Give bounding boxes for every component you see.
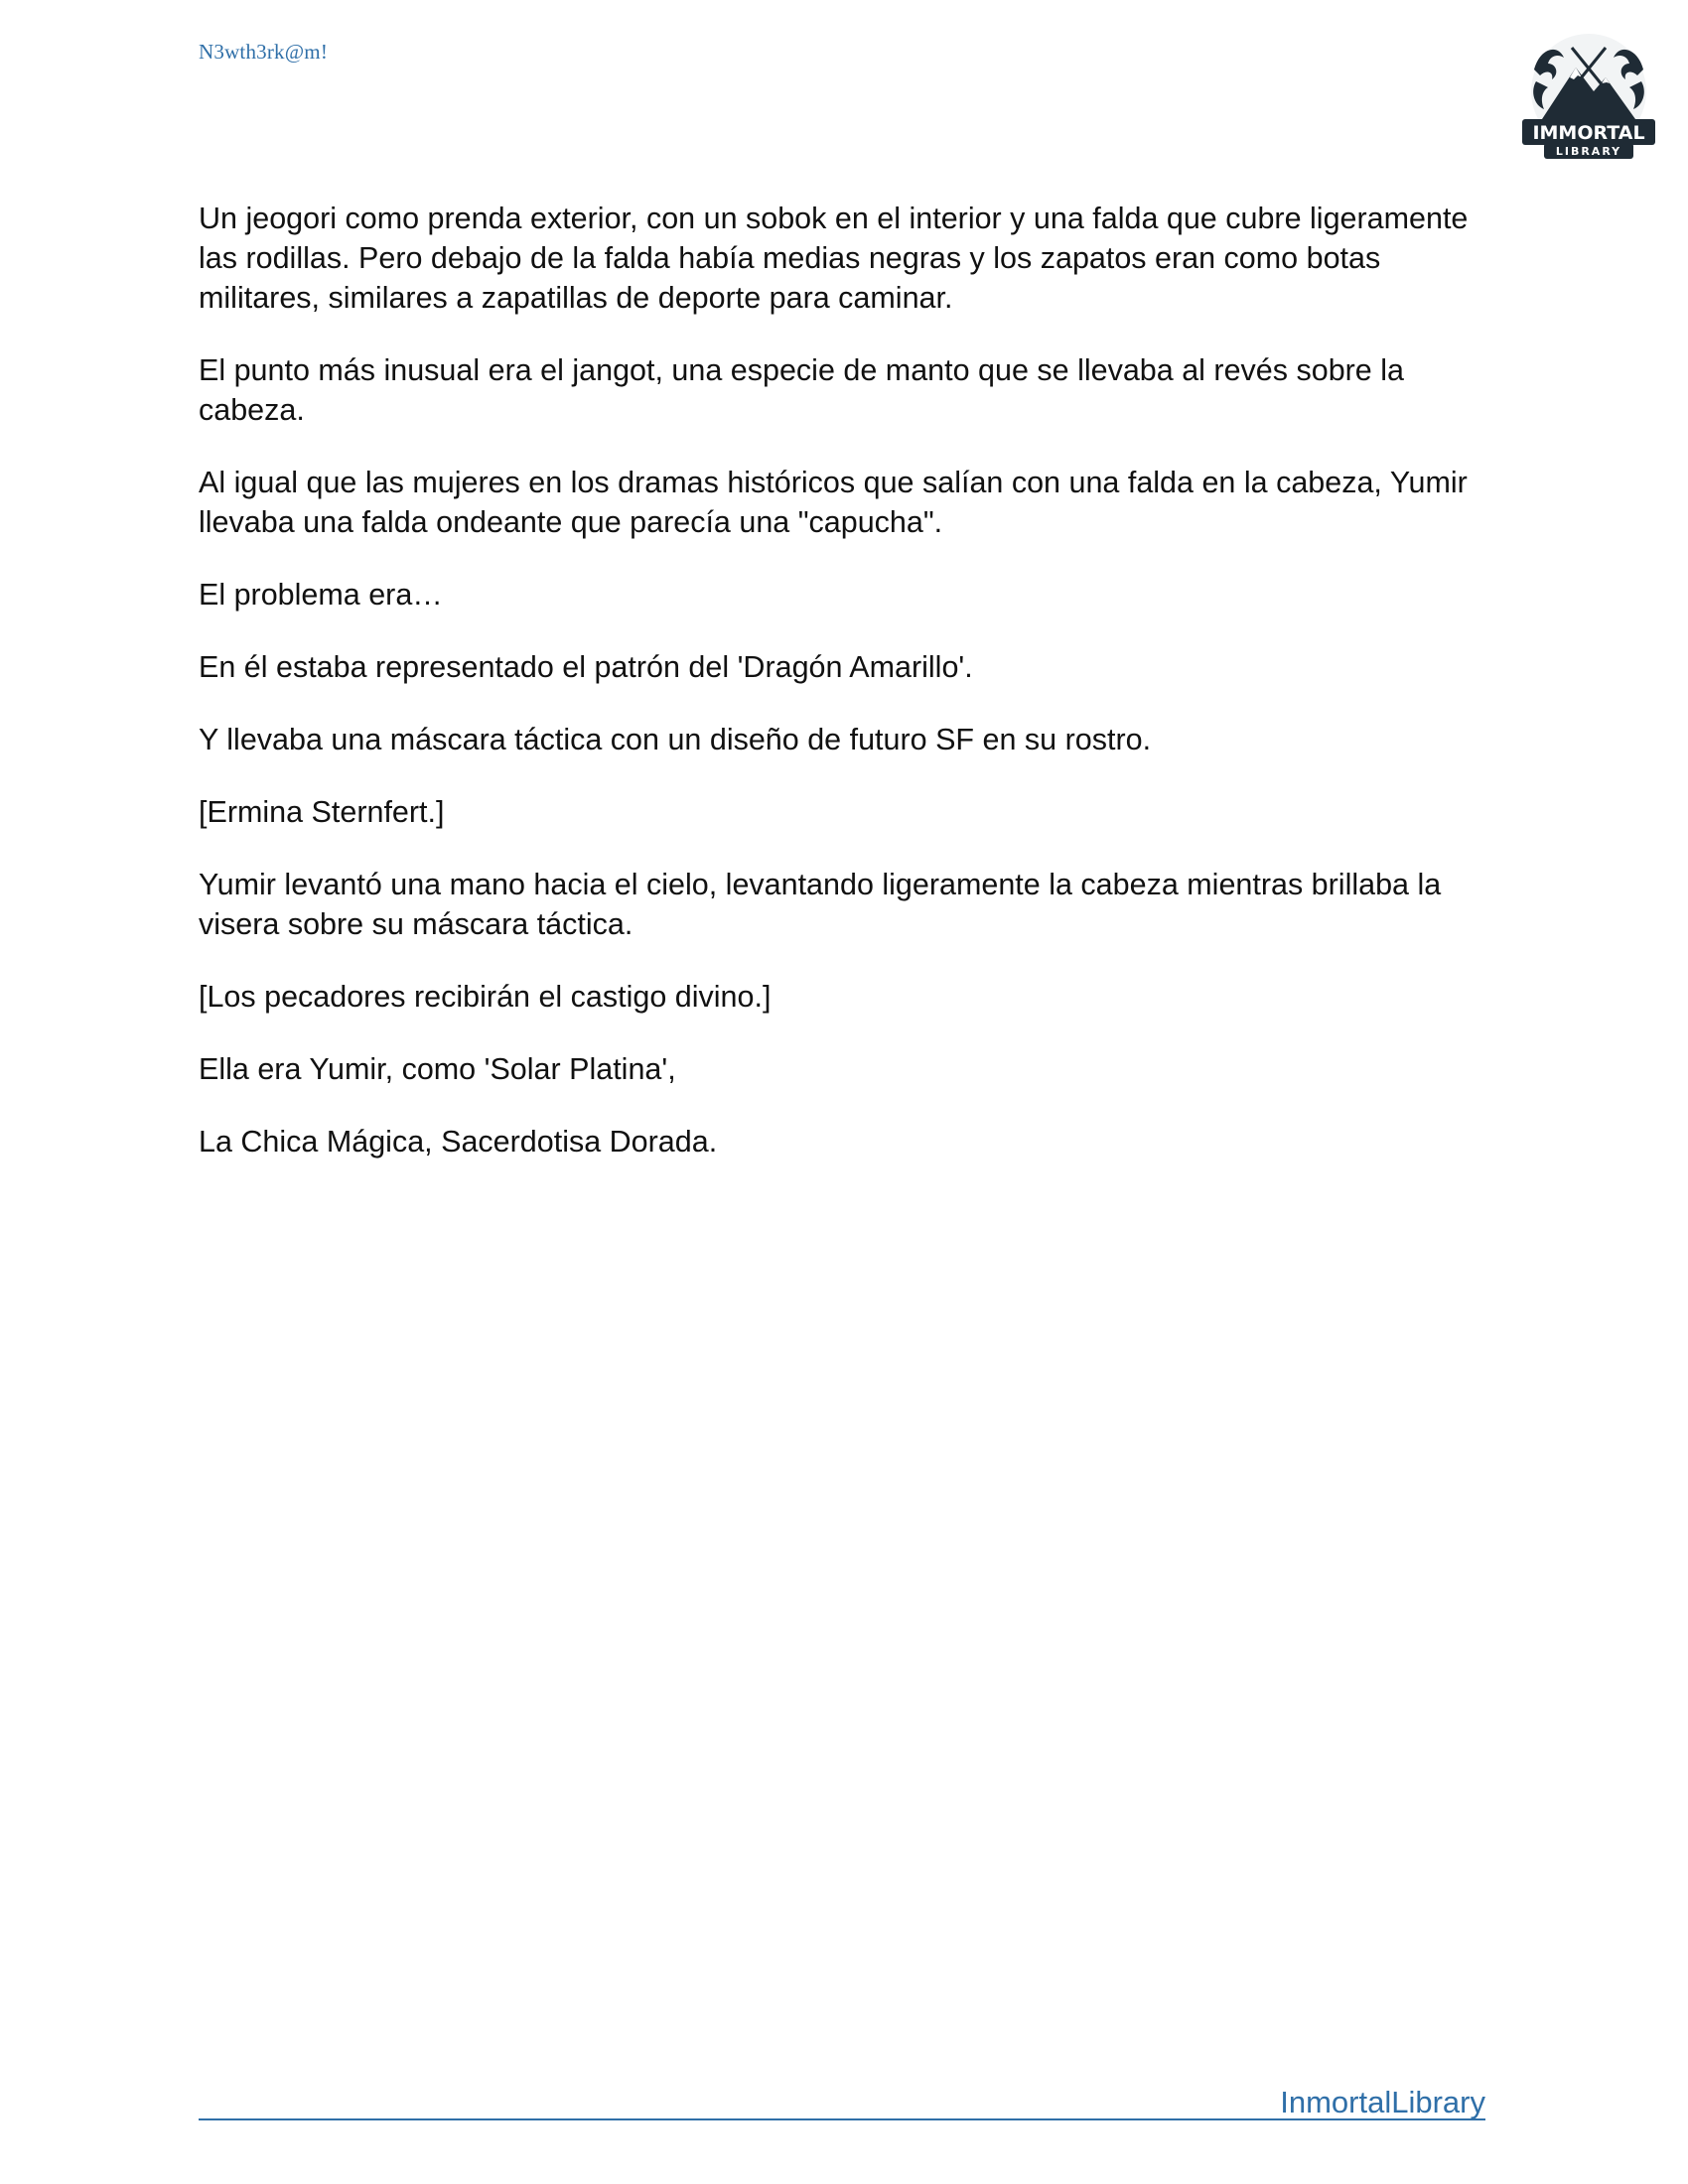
paragraph: [Ermina Sternfert.] [199, 795, 445, 829]
logo-text-immortal: IMMORTAL [1532, 122, 1645, 144]
paragraph: El punto más inusual era el jangot, una especie de manto que se llevaba al revés sobre la cabeza. [199, 353, 1404, 427]
immortal-library-logo [1514, 30, 1663, 169]
logo-text-library: LIBRARY [1555, 145, 1622, 158]
paragraph: Al igual que las mujeres en los dramas históricos que salían con una falda en la cabeza, Yumir llevaba una falda ondeante que parecía una "capucha". [199, 466, 1468, 539]
paragraph: En él estaba representado el patrón del 'Dragón Amarillo'. [199, 650, 973, 684]
paragraph: [Los pecadores recibirán el castigo divino.] [199, 980, 772, 1014]
paragraph: Un jeogori como prenda exterior, con un sobok en el interior y una falda que cubre ligeramente las rodillas. Pero debajo de la falda había medias negras y los zapatos eran como botas militares, similares a zapatillas de deporte para caminar. [199, 202, 1469, 315]
paragraph: Yumir levantó una mano hacia el cielo, levantando ligeramente la cabeza mientras brillaba la visera sobre su máscara táctica. [199, 868, 1442, 941]
paragraph: El problema era… [199, 578, 443, 612]
header-code: N3wth3rk@m! [199, 40, 329, 64]
paragraph: Y llevaba una máscara táctica con un diseño de futuro SF en su rostro. [199, 723, 1152, 756]
document-body [199, 199, 1489, 1194]
paragraph: La Chica Mágica, Sacerdotisa Dorada. [199, 1125, 718, 1159]
footer-link[interactable]: InmortalLibrary [1280, 2085, 1485, 2119]
paragraph: Ella era Yumir, como 'Solar Platina', [199, 1052, 676, 1086]
